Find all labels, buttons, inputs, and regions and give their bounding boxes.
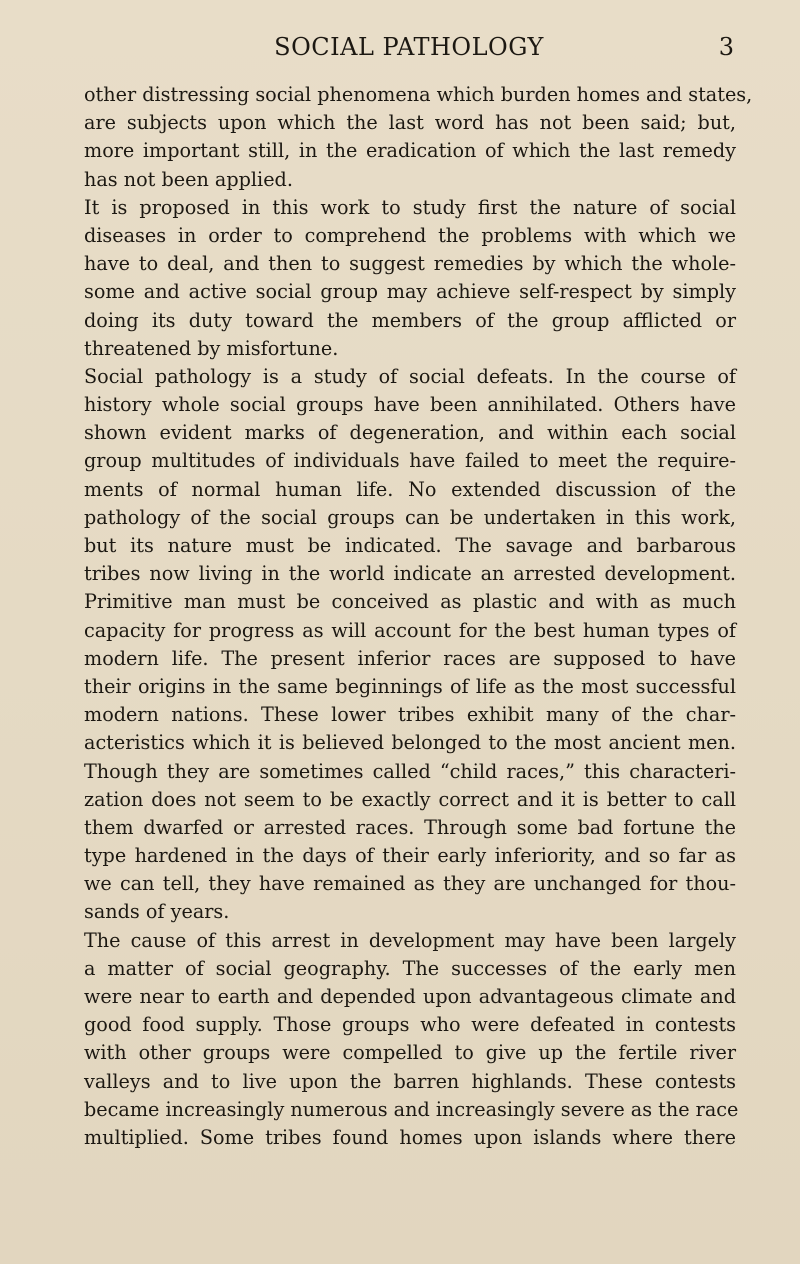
text-line: It is proposed in this work to study first the nature of social (84, 195, 736, 219)
text-line: ments of normal human life. No extended discussion of the (84, 477, 736, 501)
text-line: zation does not seem to be exactly correct and it is better to call (84, 787, 736, 811)
text-line: threatened by misfortune. (84, 336, 339, 360)
text-line: type hardened in the days of their early inferiority, and so far as (84, 844, 736, 868)
running-head: SOCIAL PATHOLOGY (274, 33, 544, 61)
text-line: has not been applied. (84, 167, 293, 191)
text-line: acteristics which it is believed belonged to the most ancient men. (84, 731, 736, 755)
text-line: modern life. The present inferior races are supposed to have (84, 646, 736, 670)
text-line: diseases in order to comprehend the problems with which we (84, 223, 736, 247)
text-line: we can tell, they have remained as they are unchanged for thou- (84, 872, 736, 896)
text-line: doing its duty toward the members of the group afflicted or (84, 308, 736, 332)
text-line: became increasingly numerous and increasingly severe as the race (84, 1097, 739, 1121)
page-header (84, 30, 734, 70)
text-line: some and active social group may achieve self-respect by simply (84, 280, 736, 304)
text-line: multiplied. Some tribes found homes upon islands where there (84, 1125, 736, 1149)
text-line: were near to earth and depended upon advantageous climate and (84, 985, 736, 1008)
text-line: modern nations. These lower tribes exhibit many of the char- (84, 703, 736, 727)
text-line: other distressing social phenomena which burden homes and states, (84, 83, 753, 106)
body-text (84, 81, 753, 1152)
text-line: their origins in the same beginnings of life as the most successful (84, 674, 736, 698)
text-line: Though they are sometimes called “child races,” this characteri- (84, 759, 736, 783)
text-line: valleys and to live upon the barren highlands. These contests (84, 1069, 736, 1093)
text-line: a matter of social geography. The successes of the early men (84, 956, 736, 980)
text-line: them dwarfed or arrested races. Through some bad fortune the (84, 815, 736, 839)
text-line: good food supply. Those groups who were defeated in contests (84, 1013, 736, 1037)
text-line: shown evident marks of degeneration, and within each social (84, 421, 736, 445)
text-line: with other groups were compelled to give up the fertile river (84, 1041, 736, 1065)
text-line: but its nature must be indicated. The savage and barbarous (84, 534, 736, 557)
text-line: have to deal, and then to suggest remedies by which the whole- (84, 252, 736, 276)
text-line: tribes now living in the world indicate an arrested development. (84, 562, 736, 586)
text-line: Social pathology is a study of social defeats. In the course of (84, 364, 736, 388)
text-line: sands of years. (84, 900, 230, 924)
text-line: more important still, in the eradication of which the last remedy (84, 139, 736, 163)
text-line: pathology of the social groups can be undertaken in this work, (84, 505, 736, 529)
text-line: group multitudes of individuals have failed to meet the require- (84, 449, 736, 473)
page-number: 3 (718, 33, 734, 61)
text-line: The cause of this arrest in development may have been largely (84, 928, 736, 952)
text-line: history whole social groups have been annihilated. Others have (84, 393, 736, 417)
text-line: Primitive man must be conceived as plastic and with as much (84, 590, 736, 614)
text-line: capacity for progress as will account for the best human types of (84, 618, 736, 642)
text-line: are subjects upon which the last word has not been said; but, (84, 111, 736, 135)
